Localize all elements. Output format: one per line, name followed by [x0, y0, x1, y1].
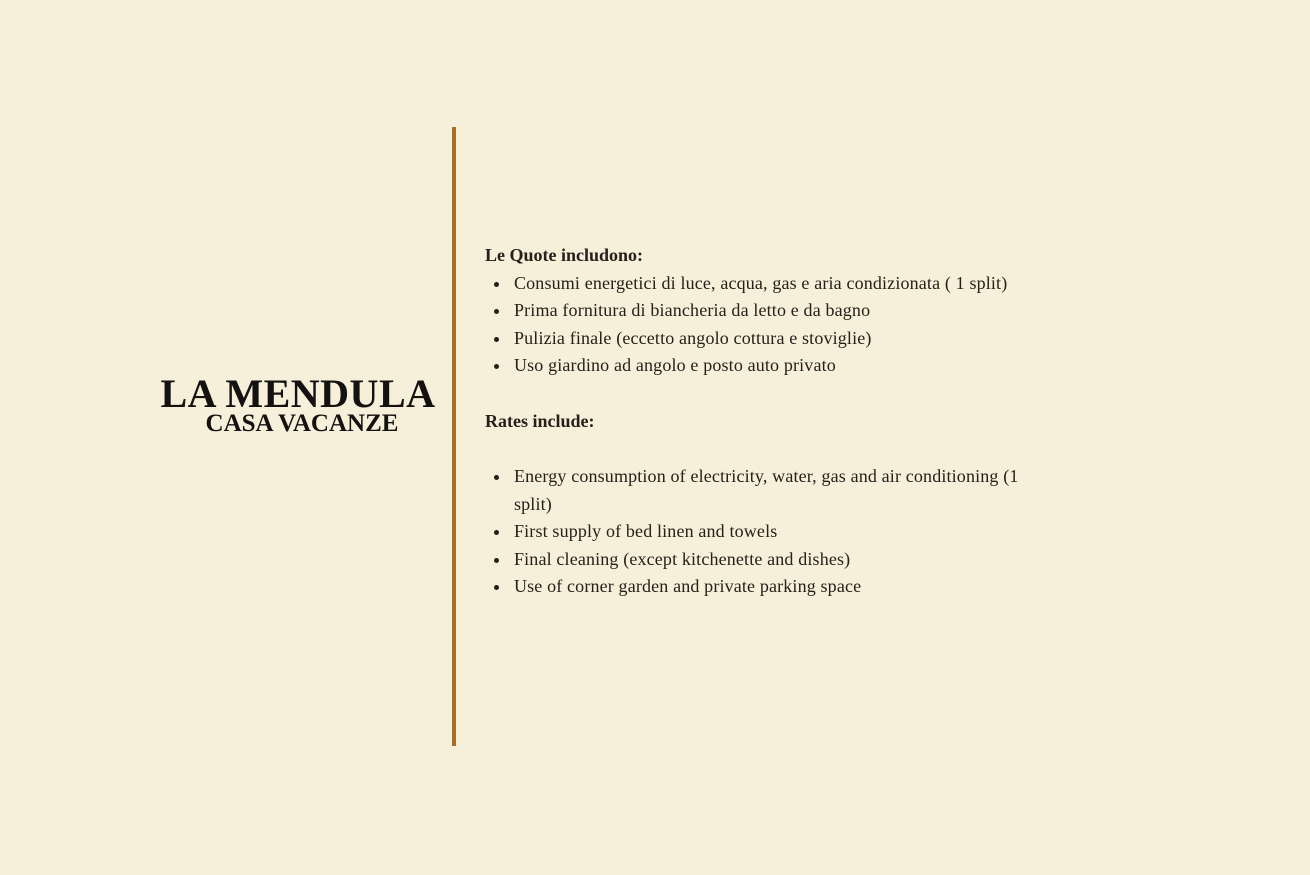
vertical-divider	[452, 127, 456, 746]
italian-list	[485, 270, 1045, 380]
list-item: First supply of bed linen and towels	[485, 518, 1045, 546]
rates-content	[485, 242, 1045, 601]
list-item: Final cleaning (except kitchenette and dishes)	[485, 546, 1045, 574]
list-item: Consumi energetici di luce, acqua, gas e aria condizionata ( 1 split)	[485, 270, 1045, 298]
brand-block	[148, 372, 448, 436]
list-item: Use of corner garden and private parking space	[485, 573, 1045, 601]
english-list	[485, 463, 1045, 601]
brand-subtitle: CASA VACANZE	[205, 410, 399, 437]
english-section-title: Rates include:	[485, 410, 595, 431]
list-item: Uso giardino ad angolo e posto auto privato	[485, 352, 1045, 380]
italian-section-title: Le Quote includono:	[485, 245, 644, 265]
list-item: Energy consumption of electricity, water, gas and air conditioning (1 split)	[485, 463, 1045, 518]
brand-name: LA MENDULA	[160, 371, 436, 416]
list-item: Pulizia finale (eccetto angolo cottura e stoviglie)	[485, 325, 1045, 353]
list-item: Prima fornitura di biancheria da letto e da bagno	[485, 297, 1045, 325]
